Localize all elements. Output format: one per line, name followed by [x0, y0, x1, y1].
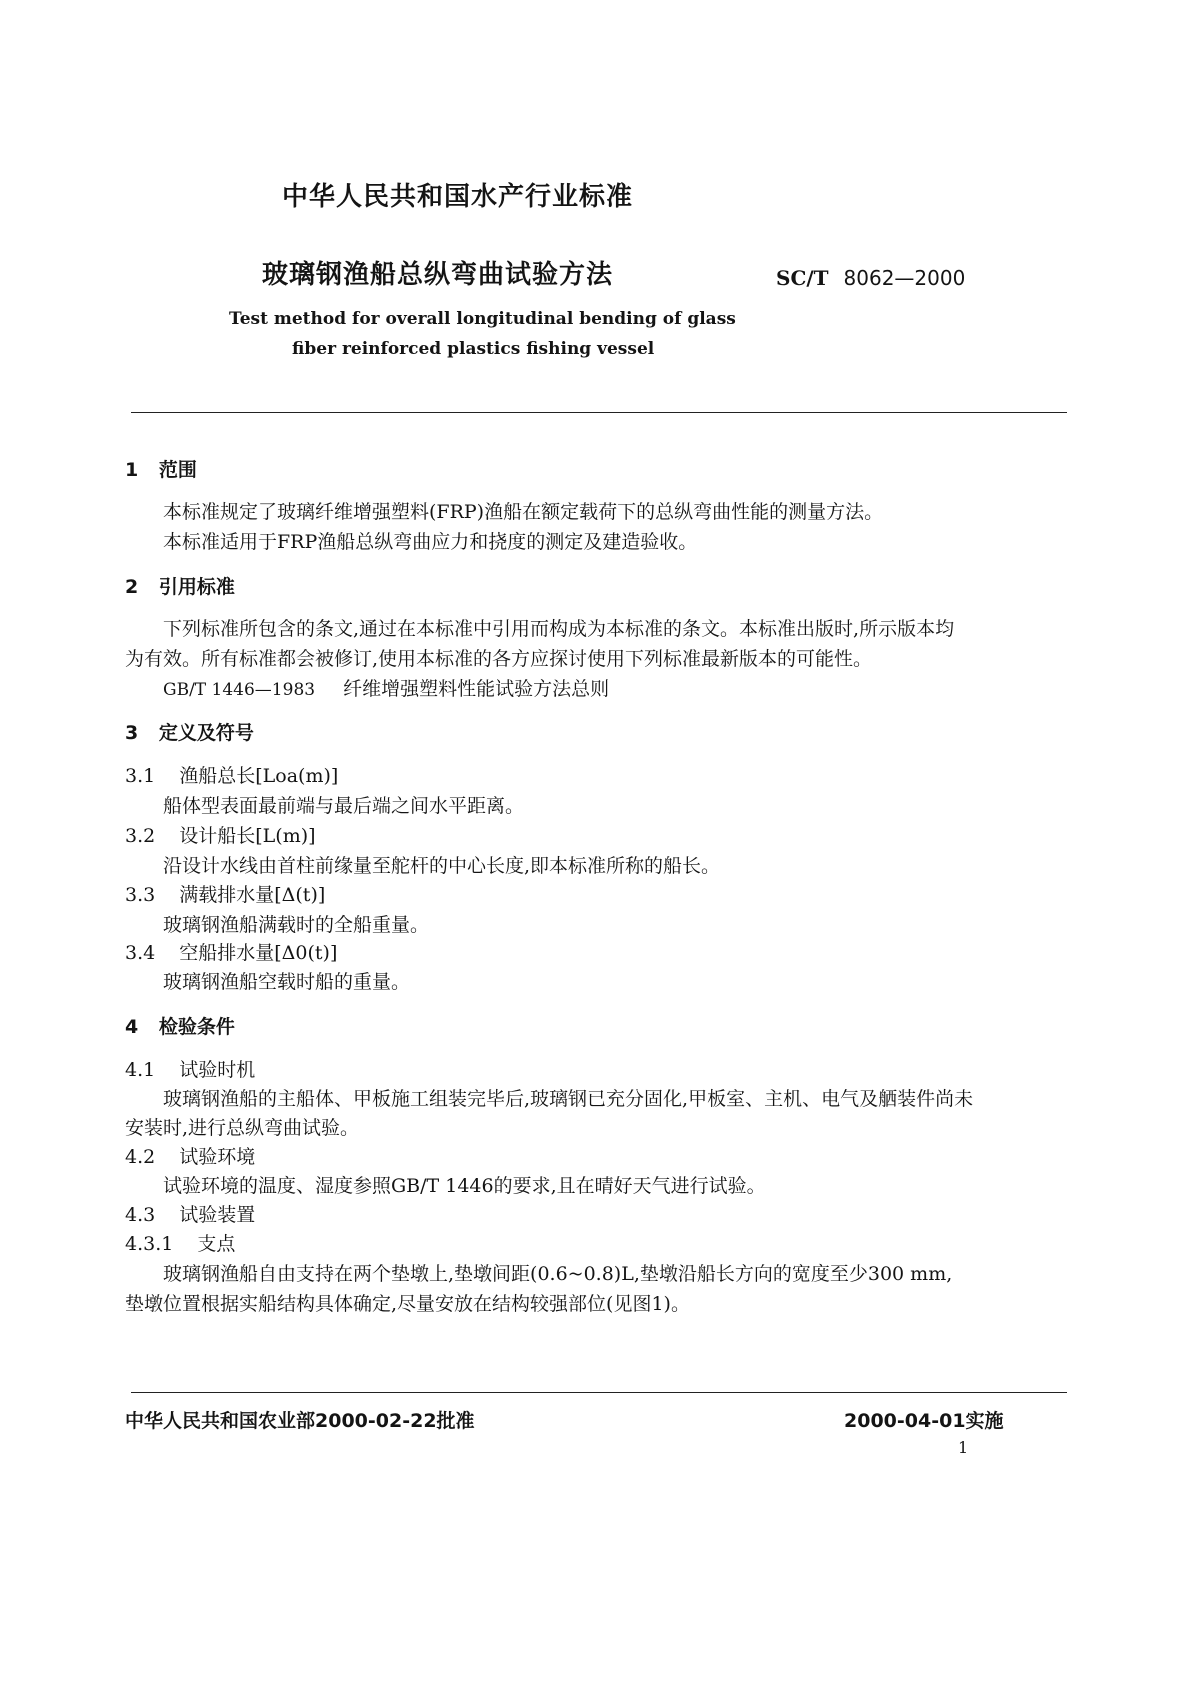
- english-title-line-2: fiber reinforced plastics fishing vessel: [292, 339, 655, 359]
- item-3-2-heading: [125, 821, 316, 848]
- page-number: 1: [958, 1438, 969, 1457]
- section-3-number: 3: [125, 722, 139, 744]
- item-3-1-definition: 船体型表面最前端与最后端之间水平距离。: [163, 795, 525, 817]
- section-4-heading: [125, 1012, 235, 1039]
- section-3-heading: [125, 718, 254, 745]
- item-3-2-term: 设计船长[L(m)]: [179, 825, 316, 847]
- reference-title: 纤维增强塑料性能试验方法总则: [343, 678, 610, 700]
- item-3-4-heading: [125, 938, 337, 965]
- section-2-paragraph-line-2: 为有效。所有标准都会被修订,使用本标准的各方应探讨使用下列标准最新版本的可能性。: [125, 648, 873, 670]
- section-3-title: 定义及符号: [158, 722, 254, 744]
- item-3-3-term: 满载排水量[Δ(t)]: [179, 884, 326, 906]
- subsection-4-2-paragraph: 试验环境的温度、湿度参照GB/T 1446的要求,且在晴好天气进行试验。: [163, 1175, 766, 1197]
- subsection-4-3-heading: [125, 1200, 255, 1227]
- effective-date: 2000-04-01实施: [844, 1410, 1004, 1432]
- subsection-4-1-heading: [125, 1055, 255, 1082]
- subsection-4-3-1-title: 支点: [197, 1233, 236, 1255]
- section-1-title: 范围: [158, 459, 197, 481]
- section-1-heading: [125, 455, 197, 482]
- section-4-number: 4: [125, 1016, 139, 1038]
- item-3-1-number: 3.1: [125, 765, 156, 787]
- subsection-4-3-1-paragraph-line-1: 玻璃钢渔船自由支持在两个垫墩上,垫墩间距(0.6~0.8)L,垫墩沿船长方向的宽度至少300 mm,: [163, 1263, 953, 1285]
- item-3-3-heading: [125, 880, 325, 907]
- section-4-title: 检验条件: [158, 1016, 235, 1038]
- subsection-4-1-number: 4.1: [125, 1059, 156, 1081]
- item-3-1-term: 渔船总长[Loa(m)]: [179, 765, 339, 787]
- english-title-line-1: Test method for overall longitudinal bending of glass: [229, 309, 736, 329]
- section-2-paragraph-line-1: 下列标准所包含的条文,通过在本标准中引用而构成为本标准的条文。本标准出版时,所示版本均: [163, 618, 955, 640]
- subsection-4-2-title: 试验环境: [179, 1146, 256, 1168]
- subsection-4-1-paragraph-line-2: 安装时,进行总纵弯曲试验。: [125, 1117, 360, 1139]
- subsection-4-3-1-number: 4.3.1: [125, 1233, 174, 1255]
- item-3-3-number: 3.3: [125, 884, 156, 906]
- header-divider: [131, 412, 1067, 413]
- item-3-4-number: 3.4: [125, 942, 156, 964]
- subsection-4-1-title: 试验时机: [179, 1059, 256, 1081]
- section-1-number: 1: [125, 459, 139, 481]
- document-title: 玻璃钢渔船总纵弯曲试验方法: [262, 260, 614, 290]
- item-3-3-definition: 玻璃钢渔船满载时的全船重量。: [163, 914, 430, 936]
- section-1-paragraph-2: 本标准适用于FRP渔船总纵弯曲应力和挠度的测定及建造验收。: [163, 531, 698, 553]
- standard-code: [776, 266, 965, 290]
- subsection-4-3-1-heading: [125, 1229, 235, 1256]
- subsection-4-3-1-paragraph-line-2: 垫墩位置根据实船结构具体确定,尽量安放在结构较强部位(见图1)。: [125, 1293, 690, 1315]
- subsection-4-2-number: 4.2: [125, 1146, 156, 1168]
- standard-code-prefix: SC/T: [776, 266, 829, 290]
- footer-divider: [131, 1392, 1067, 1393]
- agency-title: 中华人民共和国水产行业标准: [282, 182, 634, 212]
- subsection-4-3-number: 4.3: [125, 1204, 156, 1226]
- section-2-heading: [125, 572, 235, 599]
- item-3-4-definition: 玻璃钢渔船空载时船的重量。: [163, 971, 411, 993]
- section-2-number: 2: [125, 576, 139, 598]
- item-3-2-number: 3.2: [125, 825, 156, 847]
- reference-code: GB/T 1446—1983: [163, 680, 316, 700]
- standard-code-number: 8062—2000: [843, 266, 966, 290]
- section-2-title: 引用标准: [158, 576, 235, 598]
- item-3-2-definition: 沿设计水线由首柱前缘量至舵杆的中心长度,即本标准所称的船长。: [163, 855, 721, 877]
- approval-line: 中华人民共和国农业部2000-02-22批准: [125, 1410, 475, 1432]
- section-2-reference: [163, 674, 609, 701]
- item-3-1-heading: [125, 761, 338, 788]
- subsection-4-1-paragraph-line-1: 玻璃钢渔船的主船体、甲板施工组装完毕后,玻璃钢已充分固化,甲板室、主机、电气及舾装件尚未: [163, 1088, 974, 1110]
- subsection-4-3-title: 试验装置: [179, 1204, 256, 1226]
- subsection-4-2-heading: [125, 1142, 255, 1169]
- section-1-paragraph-1: 本标准规定了玻璃纤维增强塑料(FRP)渔船在额定载荷下的总纵弯曲性能的测量方法。: [163, 501, 884, 523]
- item-3-4-term: 空船排水量[Δ0(t)]: [179, 942, 338, 964]
